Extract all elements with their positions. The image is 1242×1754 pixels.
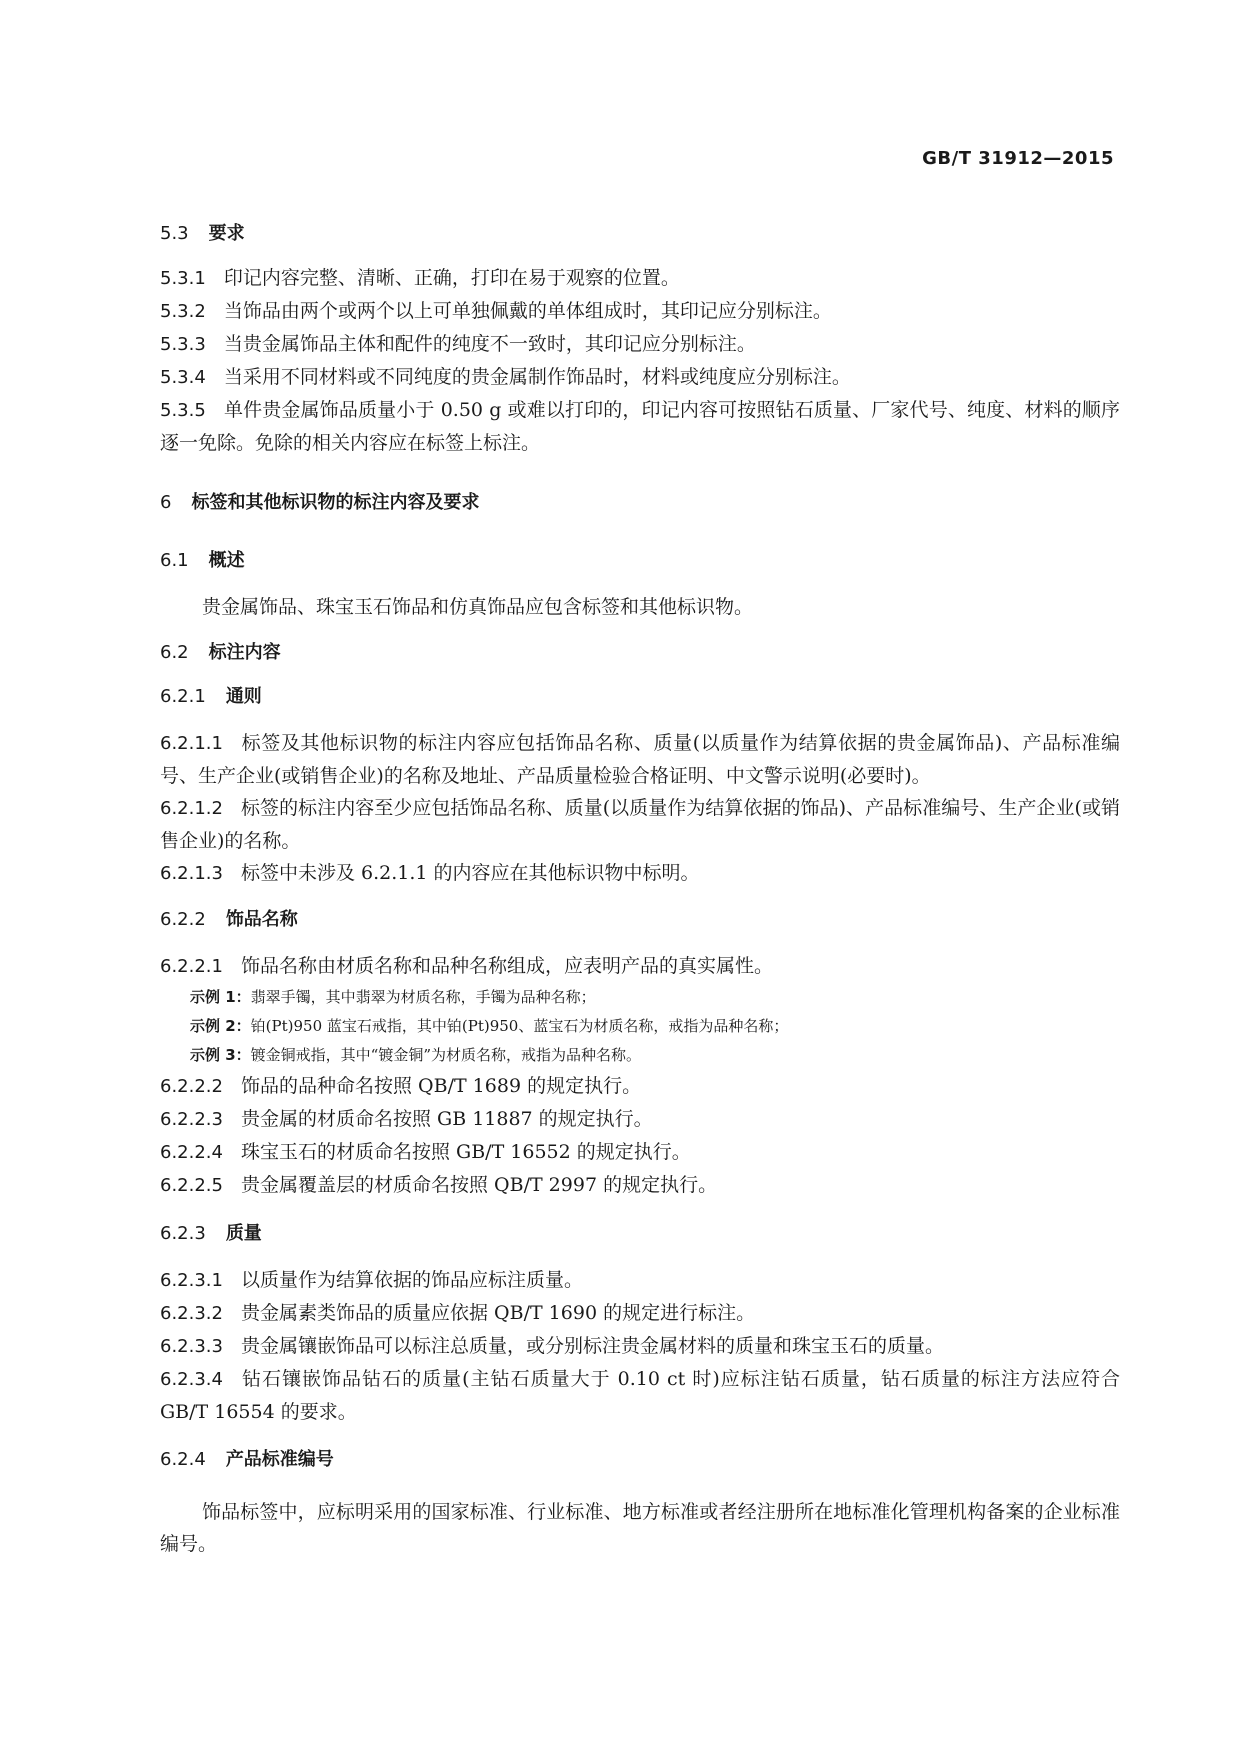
clause-text: 印记内容完整、清晰、正确，打印在易于观察的位置。: [223, 267, 680, 289]
clause-number: 6.2.1.1: [160, 733, 223, 754]
section-title: 通则: [225, 686, 262, 707]
section-number: 5.3: [160, 223, 189, 244]
clause-number: 5.3.1: [160, 268, 206, 289]
clause-number: 5.3.5: [160, 400, 206, 421]
example-label: 示例 2：: [190, 1017, 251, 1035]
clause-6-2-2-2: [160, 1070, 1120, 1103]
clause-5-3-3: [160, 328, 1120, 361]
example-2: [160, 1012, 1120, 1041]
clause-number: 6.2.2.3: [160, 1109, 223, 1130]
clause-6-2-1-1: [160, 727, 1120, 792]
clause-6-2-2-3: [160, 1103, 1120, 1136]
section-title: 质量: [225, 1223, 262, 1244]
section-number: 6.2.2: [160, 909, 206, 930]
example-text: 镀金铜戒指，其中“镀金铜”为材质名称，戒指为品种名称。: [250, 1046, 642, 1064]
example-text: 翡翠手镯，其中翡翠为材质名称，手镯为品种名称；: [250, 988, 596, 1006]
paragraph-6-2-4: 饰品标签中，应标明采用的国家标准、行业标准、地方标准或者经注册所在地标准化管理机构备案的企业标准编号。: [160, 1501, 1120, 1555]
clause-6-2-1-2: [160, 792, 1120, 857]
clause-number: 6.2.3.2: [160, 1303, 223, 1324]
clause-text: 贵金属素类饰品的质量应依据 QB/T 1690 的规定进行标注。: [240, 1302, 756, 1324]
example-text: 铂(Pt)950 蓝宝石戒指，其中铂(Pt)950、蓝宝石为材质名称，戒指为品种名称；: [250, 1017, 789, 1035]
clause-number: 6.2.3.1: [160, 1270, 223, 1291]
section-title: 概述: [208, 550, 245, 571]
clause-number: 6.2.3.4: [160, 1369, 223, 1390]
section-heading-6-2-1: [160, 681, 1120, 713]
clause-number: 5.3.4: [160, 367, 206, 388]
section-title: 标注内容: [208, 642, 281, 663]
clause-number: 5.3.2: [160, 301, 206, 322]
clause-6-2-3-1: [160, 1264, 1120, 1297]
example-label: 示例 3：: [190, 1046, 251, 1064]
standard-number: GB/T 31912—2015: [922, 148, 1114, 169]
clause-number: 6.2.2.2: [160, 1076, 223, 1097]
section-title: 要求: [208, 223, 245, 244]
section-heading-6-2: [160, 637, 1120, 669]
clause-text: 标签及其他标识物的标注内容应包括饰品名称、质量(以质量作为结算依据的贵金属饰品)、产品标准编号、生产企业(或销售企业)的名称及地址、产品质量检验合格证明、中文警示说明(必要时)。: [160, 732, 1120, 787]
clause-5-3-2: [160, 295, 1120, 328]
clause-text: 钻石镶嵌饰品钻石的质量(主钻石质量大于 0.10 ct 时)应标注钻石质量，钻石质量的标注方法应符合 GB/T 16554 的要求。: [160, 1368, 1120, 1423]
section-title: 产品标准编号: [225, 1449, 334, 1470]
clause-text: 贵金属覆盖层的材质命名按照 QB/T 2997 的规定执行。: [240, 1174, 718, 1196]
clause-text: 饰品的品种命名按照 QB/T 1689 的规定执行。: [240, 1075, 642, 1097]
clause-5-3-5: [160, 394, 1120, 459]
clause-6-2-2-5: [160, 1169, 1120, 1202]
section-heading-6-1: [160, 545, 1120, 577]
section-number: 6.2: [160, 642, 189, 663]
clause-number: 5.3.3: [160, 334, 206, 355]
clause-number: 6.2.1.3: [160, 863, 223, 884]
clause-number: 6.2.2.1: [160, 956, 223, 977]
section-heading-5-3: [160, 218, 1120, 250]
clause-text: 单件贵金属饰品质量小于 0.50 g 或难以打印的，印记内容可按照钻石质量、厂家代号、纯度、材料的顺序逐一免除。免除的相关内容应在标签上标注。: [160, 399, 1120, 454]
clause-text: 标签中未涉及 6.2.1.1 的内容应在其他标识物中标明。: [240, 862, 700, 884]
clause-6-2-2-1: [160, 950, 1120, 983]
clause-text: 当采用不同材料或不同纯度的贵金属制作饰品时，材料或纯度应分别标注。: [223, 366, 851, 388]
section-heading-6-2-4: [160, 1444, 1120, 1476]
clause-6-2-3-3: [160, 1330, 1120, 1363]
clause-text: 标签的标注内容至少应包括饰品名称、质量(以质量作为结算依据的饰品)、产品标准编号、生产企业(或销售企业)的名称。: [160, 797, 1120, 852]
clause-6-2-1-3: [160, 857, 1120, 890]
clause-6-2-3-4: [160, 1363, 1120, 1428]
section-heading-6-2-2: [160, 904, 1120, 936]
clause-number: 6.2.1.2: [160, 798, 223, 819]
clause-6-2-2-4: [160, 1136, 1120, 1169]
section-heading-6: [160, 487, 1120, 519]
document-body: [160, 218, 1120, 1560]
section-number: 6: [160, 492, 172, 513]
section-number: 6.2.4: [160, 1449, 206, 1470]
paragraph-6-1: 贵金属饰品、珠宝玉石饰品和仿真饰品应包含标签和其他标识物。: [202, 596, 754, 618]
clause-text: 当饰品由两个或两个以上可单独佩戴的单体组成时，其印记应分别标注。: [223, 300, 832, 322]
example-1: [160, 983, 1120, 1012]
clause-number: 6.2.2.4: [160, 1142, 223, 1163]
clause-number: 6.2.2.5: [160, 1175, 223, 1196]
section-heading-6-2-3: [160, 1218, 1120, 1250]
section-title: 标签和其他标识物的标注内容及要求: [191, 492, 480, 513]
clause-5-3-1: [160, 262, 1120, 295]
clause-number: 6.2.3.3: [160, 1336, 223, 1357]
clause-text: 饰品名称由材质名称和品种名称组成，应表明产品的真实属性。: [240, 955, 773, 977]
example-3: [160, 1041, 1120, 1070]
section-number: 6.2.1: [160, 686, 206, 707]
section-title: 饰品名称: [225, 909, 298, 930]
clause-text: 以质量作为结算依据的饰品应标注质量。: [240, 1269, 583, 1291]
clause-text: 当贵金属饰品主体和配件的纯度不一致时，其印记应分别标注。: [223, 333, 756, 355]
clause-text: 珠宝玉石的材质命名按照 GB/T 16552 的规定执行。: [240, 1141, 691, 1163]
clause-6-2-3-2: [160, 1297, 1120, 1330]
example-label: 示例 1：: [190, 988, 251, 1006]
clause-5-3-4: [160, 361, 1120, 394]
section-number: 6.1: [160, 550, 189, 571]
clause-text: 贵金属的材质命名按照 GB 11887 的规定执行。: [240, 1108, 653, 1130]
clause-text: 贵金属镶嵌饰品可以标注总质量，或分别标注贵金属材料的质量和珠宝玉石的质量。: [240, 1335, 944, 1357]
section-number: 6.2.3: [160, 1223, 206, 1244]
